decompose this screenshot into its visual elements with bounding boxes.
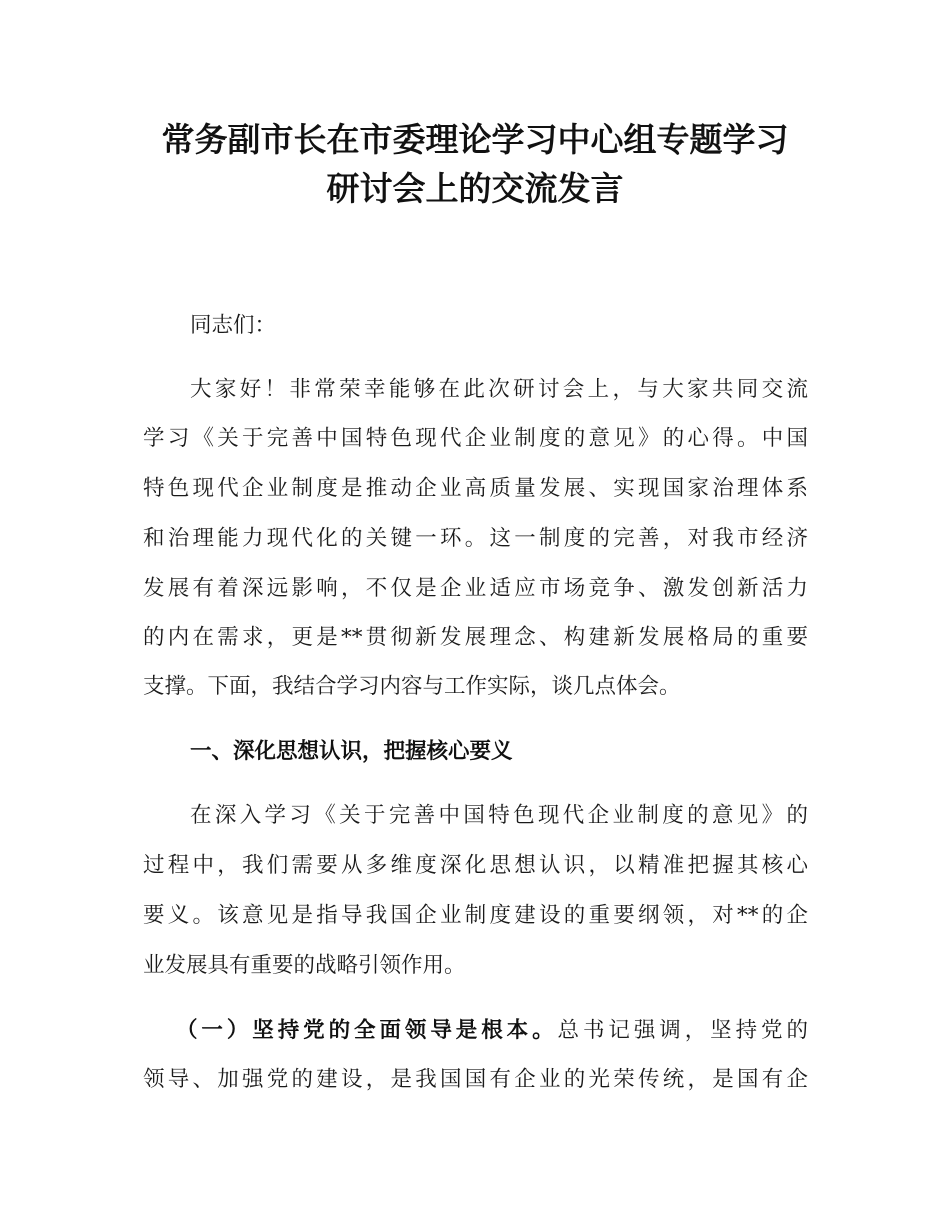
section-heading-1: 一、深化思想认识，把握核心要义: [190, 739, 513, 764]
document-title-line-2: 研讨会上的交流发言: [326, 169, 624, 208]
paragraph-line: 特色现代企业制度是推动企业高质量发展、实现国家治理体系: [143, 476, 808, 501]
paragraph-line: 和治理能力现代化的关键一环。这一制度的完善，对我市经济: [143, 526, 808, 551]
paragraph-line: 的内在需求，更是**贯彻新发展理念、构建新发展格局的重要: [143, 625, 808, 650]
subsection-lead: （一）坚持党的全面领导是根本。: [176, 1018, 558, 1043]
paragraph-line: 发展有着深远影响，不仅是企业适应市场竞争、激发创新活力: [143, 576, 808, 601]
paragraph-line: 学习《关于完善中国特色现代企业制度的意见》的心得。中国: [143, 426, 808, 451]
paragraph-line: 支撑。下面，我结合学习内容与工作实际，谈几点体会。: [143, 674, 681, 699]
paragraph-line: 要义。该意见是指导我国企业制度建设的重要纲领，对**的企: [143, 903, 808, 928]
subsection-text: 总书记强调，坚持党的: [557, 1018, 808, 1043]
paragraph-line: [176, 1006, 808, 1055]
paragraph-line: 领导、加强党的建设，是我国国有企业的光荣传统，是国有企: [143, 1067, 808, 1092]
paragraph-line: 过程中，我们需要从多维度深化思想认识，以精准把握其核心: [143, 853, 808, 878]
paragraph-line: 业发展具有重要的战略引领作用。: [143, 953, 466, 978]
paragraph-line: 大家好！非常荣幸能够在此次研讨会上，与大家共同交流: [190, 377, 808, 402]
salutation: 同志们：: [190, 313, 277, 338]
paragraph-line: 在深入学习《关于完善中国特色现代企业制度的意见》的: [190, 803, 808, 828]
document-title-line-1: 常务副市长在市委理论学习中心组专题学习: [161, 120, 789, 159]
